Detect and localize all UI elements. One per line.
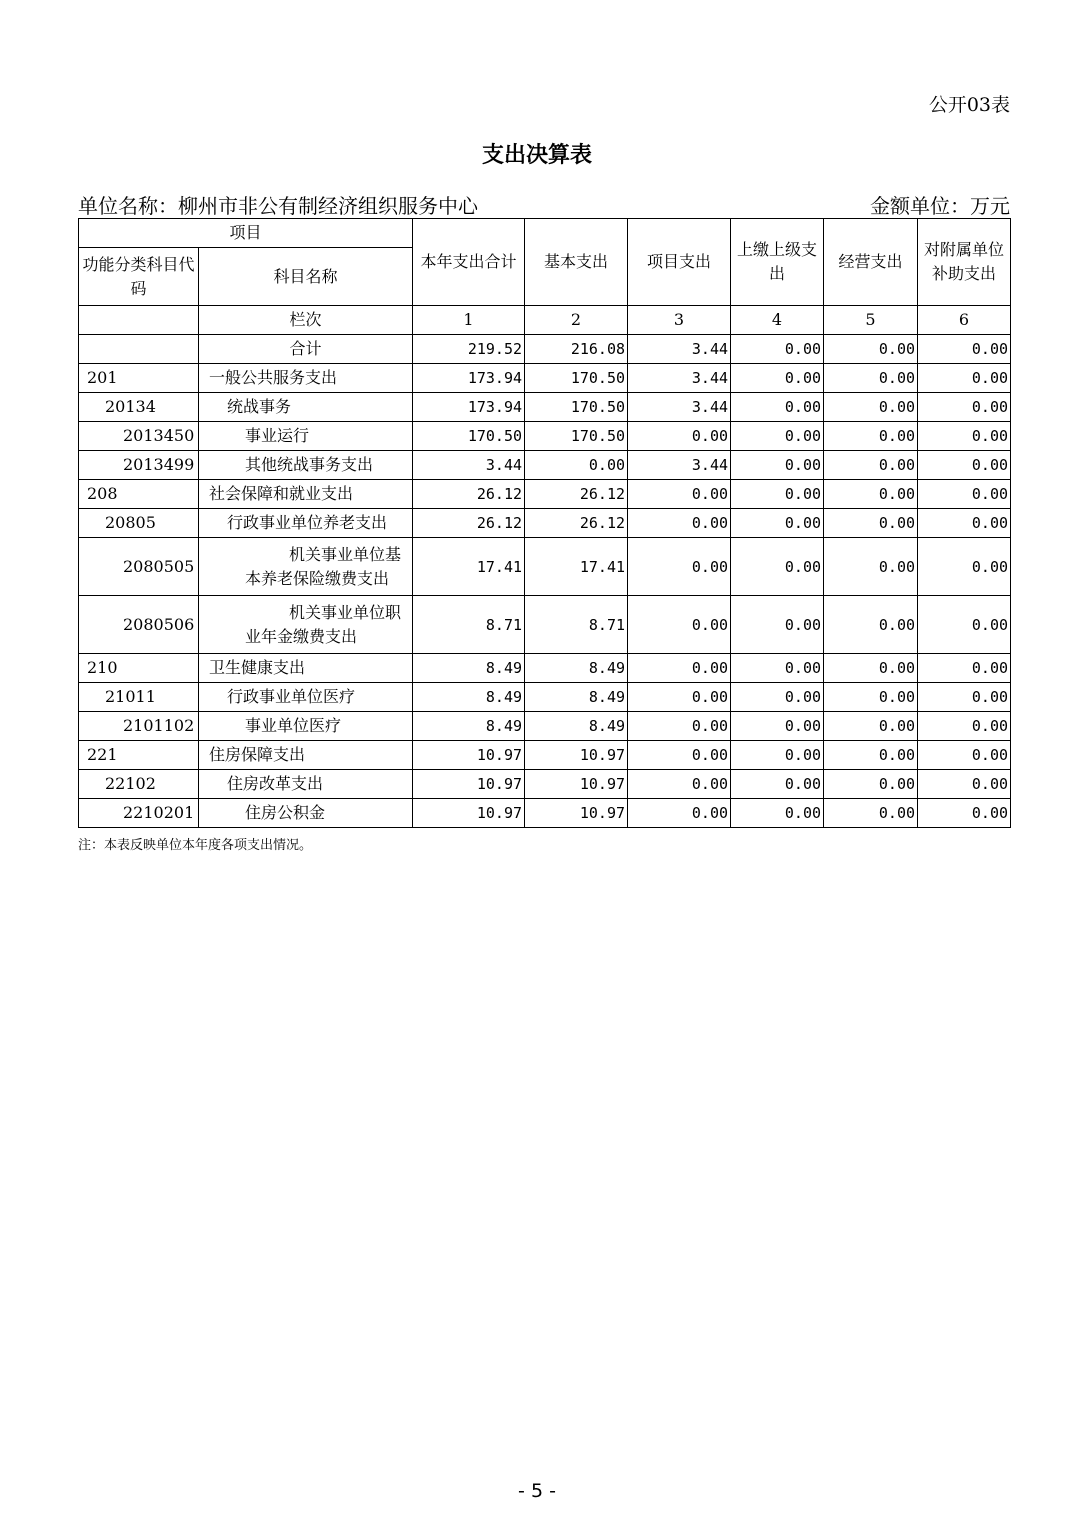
row-code <box>79 335 199 364</box>
page-title: 支出决算表 <box>481 143 592 168</box>
row-value: 0.00 <box>824 364 918 393</box>
row-value: 0.00 <box>918 393 1011 422</box>
row-value: 0.00 <box>918 451 1011 480</box>
row-value: 0.00 <box>628 741 731 770</box>
row-value: 0.00 <box>731 509 824 538</box>
header-subsidy: 对附属单位补助支出 <box>918 219 1011 306</box>
row-name: 合计 <box>199 335 413 364</box>
row-value: 0.00 <box>824 480 918 509</box>
row-value: 8.49 <box>525 683 628 712</box>
column-number: 2 <box>525 306 628 335</box>
row-name: 机关事业单位基本养老保险缴费支出 <box>199 538 413 596</box>
row-code: 20805 <box>79 509 199 538</box>
row-name: 事业运行 <box>199 422 413 451</box>
table-row <box>79 538 1011 596</box>
row-name: 行政事业单位医疗 <box>199 683 413 712</box>
row-value: 3.44 <box>628 335 731 364</box>
row-value: 0.00 <box>628 538 731 596</box>
row-value: 0.00 <box>628 480 731 509</box>
row-value: 26.12 <box>413 509 525 538</box>
row-code: 2080506 <box>79 596 199 654</box>
column-number: 3 <box>628 306 731 335</box>
row-value: 0.00 <box>628 770 731 799</box>
unit-name: 单位名称：柳州市非公有制经济组织服务中心 <box>78 194 478 218</box>
row-value: 3.44 <box>628 451 731 480</box>
row-name: 一般公共服务支出 <box>199 364 413 393</box>
row-code: 21011 <box>79 683 199 712</box>
row-value: 3.44 <box>628 364 731 393</box>
row-code: 2101102 <box>79 712 199 741</box>
row-value: 17.41 <box>525 538 628 596</box>
row-value: 8.49 <box>525 654 628 683</box>
row-value: 170.50 <box>413 422 525 451</box>
table-row <box>79 509 1011 538</box>
row-value: 0.00 <box>824 451 918 480</box>
row-value: 216.08 <box>525 335 628 364</box>
row-name: 社会保障和就业支出 <box>199 480 413 509</box>
row-value: 0.00 <box>628 509 731 538</box>
row-value: 8.71 <box>413 596 525 654</box>
row-name: 机关事业单位职业年金缴费支出 <box>199 596 413 654</box>
column-number-label: 栏次 <box>199 306 413 335</box>
row-value: 3.44 <box>628 393 731 422</box>
row-value: 0.00 <box>628 799 731 828</box>
row-value: 0.00 <box>731 451 824 480</box>
row-value: 8.49 <box>413 654 525 683</box>
row-value: 173.94 <box>413 393 525 422</box>
form-number: 公开03表 <box>928 94 1010 116</box>
row-value: 0.00 <box>628 654 731 683</box>
column-number: 1 <box>413 306 525 335</box>
row-value: 0.00 <box>731 712 824 741</box>
row-value: 0.00 <box>628 422 731 451</box>
row-code: 210 <box>79 654 199 683</box>
row-value: 0.00 <box>731 393 824 422</box>
table-row <box>79 712 1011 741</box>
expenditure-table <box>78 218 1011 828</box>
row-value: 0.00 <box>731 683 824 712</box>
row-value: 0.00 <box>731 335 824 364</box>
row-value: 0.00 <box>918 364 1011 393</box>
row-value: 0.00 <box>824 596 918 654</box>
row-value: 8.49 <box>525 712 628 741</box>
row-code: 20134 <box>79 393 199 422</box>
row-value: 0.00 <box>918 770 1011 799</box>
row-value: 0.00 <box>628 596 731 654</box>
row-value: 8.49 <box>413 683 525 712</box>
row-name: 行政事业单位养老支出 <box>199 509 413 538</box>
table-row <box>79 422 1011 451</box>
row-value: 26.12 <box>413 480 525 509</box>
row-code: 2210201 <box>79 799 199 828</box>
row-value: 170.50 <box>525 393 628 422</box>
header-basic: 基本支出 <box>525 219 628 306</box>
row-value: 0.00 <box>918 538 1011 596</box>
column-number: 6 <box>918 306 1011 335</box>
table-row <box>79 364 1011 393</box>
table-row <box>79 335 1011 364</box>
row-name: 住房公积金 <box>199 799 413 828</box>
row-value: 26.12 <box>525 509 628 538</box>
row-value: 0.00 <box>824 393 918 422</box>
row-value: 8.71 <box>525 596 628 654</box>
row-value: 0.00 <box>628 683 731 712</box>
row-value: 0.00 <box>525 451 628 480</box>
row-value: 0.00 <box>918 741 1011 770</box>
row-code: 2013450 <box>79 422 199 451</box>
row-value: 0.00 <box>918 509 1011 538</box>
row-value: 0.00 <box>824 538 918 596</box>
row-name: 事业单位医疗 <box>199 712 413 741</box>
row-value: 0.00 <box>918 422 1011 451</box>
row-name: 卫生健康支出 <box>199 654 413 683</box>
row-value: 0.00 <box>731 654 824 683</box>
table-row <box>79 770 1011 799</box>
row-value: 0.00 <box>731 596 824 654</box>
row-value: 17.41 <box>413 538 525 596</box>
table-row <box>79 393 1011 422</box>
row-value: 0.00 <box>824 422 918 451</box>
row-name: 住房改革支出 <box>199 770 413 799</box>
row-value: 0.00 <box>731 538 824 596</box>
header-project-expenditure: 项目支出 <box>628 219 731 306</box>
row-value: 10.97 <box>525 799 628 828</box>
row-code: 201 <box>79 364 199 393</box>
row-value: 10.97 <box>413 799 525 828</box>
column-number: 5 <box>824 306 918 335</box>
row-value: 0.00 <box>918 683 1011 712</box>
row-value: 0.00 <box>824 799 918 828</box>
column-number-row <box>79 306 1011 335</box>
row-value: 0.00 <box>918 480 1011 509</box>
row-value: 0.00 <box>918 335 1011 364</box>
row-value: 170.50 <box>525 364 628 393</box>
row-value: 8.49 <box>413 712 525 741</box>
table-row <box>79 741 1011 770</box>
table-row <box>79 799 1011 828</box>
row-name: 住房保障支出 <box>199 741 413 770</box>
header-name: 科目名称 <box>199 248 413 306</box>
table-row <box>79 451 1011 480</box>
row-value: 10.97 <box>525 770 628 799</box>
row-code: 22102 <box>79 770 199 799</box>
header-upper: 上缴上级支出 <box>731 219 824 306</box>
row-value: 10.97 <box>525 741 628 770</box>
row-value: 26.12 <box>525 480 628 509</box>
unit-info-row <box>78 190 1010 218</box>
table-row <box>79 596 1011 654</box>
row-value: 0.00 <box>918 799 1011 828</box>
row-value: 173.94 <box>413 364 525 393</box>
row-value: 0.00 <box>918 596 1011 654</box>
row-value: 170.50 <box>525 422 628 451</box>
row-code: 221 <box>79 741 199 770</box>
row-value: 0.00 <box>731 799 824 828</box>
amount-unit: 金额单位：万元 <box>870 194 1010 218</box>
column-number-empty <box>79 306 199 335</box>
row-value: 0.00 <box>824 741 918 770</box>
header-code: 功能分类科目代码 <box>79 248 199 306</box>
row-value: 0.00 <box>628 712 731 741</box>
row-value: 0.00 <box>731 480 824 509</box>
row-value: 0.00 <box>824 770 918 799</box>
row-value: 0.00 <box>824 335 918 364</box>
row-value: 10.97 <box>413 770 525 799</box>
row-code: 2013499 <box>79 451 199 480</box>
row-value: 0.00 <box>824 712 918 741</box>
table-row <box>79 683 1011 712</box>
row-value: 0.00 <box>824 683 918 712</box>
header-business: 经营支出 <box>824 219 918 306</box>
row-value: 10.97 <box>413 741 525 770</box>
row-value: 0.00 <box>731 364 824 393</box>
row-name: 统战事务 <box>199 393 413 422</box>
header-project: 项目 <box>79 219 413 248</box>
table-row <box>79 654 1011 683</box>
row-value: 0.00 <box>824 654 918 683</box>
column-number: 4 <box>731 306 824 335</box>
table-note: 注：本表反映单位本年度各项支出情况。 <box>78 838 313 853</box>
row-value: 0.00 <box>824 509 918 538</box>
row-value: 0.00 <box>731 422 824 451</box>
row-value: 219.52 <box>413 335 525 364</box>
row-value: 0.00 <box>731 741 824 770</box>
page-number: - 5 - <box>518 1480 556 1502</box>
header-total: 本年支出合计 <box>413 219 525 306</box>
row-value: 0.00 <box>731 770 824 799</box>
row-value: 3.44 <box>413 451 525 480</box>
row-code: 208 <box>79 480 199 509</box>
row-name: 其他统战事务支出 <box>199 451 413 480</box>
row-value: 0.00 <box>918 654 1011 683</box>
row-value: 0.00 <box>918 712 1011 741</box>
table-row <box>79 480 1011 509</box>
row-code: 2080505 <box>79 538 199 596</box>
